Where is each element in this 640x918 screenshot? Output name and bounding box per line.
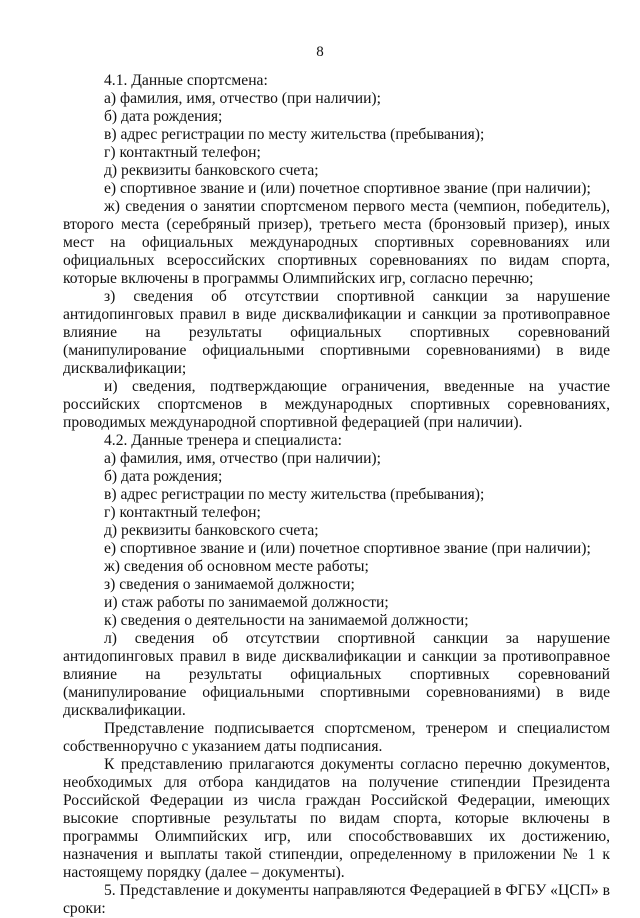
- list-item-athlete-d: д) реквизиты банковского счета;: [104, 162, 319, 179]
- list-item-coach-b: б) дата рождения;: [104, 468, 223, 485]
- list-item-coach-e: е) спортивное звание и (или) почетное спортивное звание (при наличии);: [104, 540, 591, 557]
- paragraph-5: 5. Представление и документы направляются Федерацией в ФГБУ «ЦСП» в сроки:: [63, 882, 610, 917]
- page-number: 8: [316, 44, 324, 60]
- paragraph-4-2-heading: 4.2. Данные тренера и специалиста:: [104, 432, 342, 449]
- list-item-coach-l: л) сведения об отсутствии спортивной санкции за нарушение антидопинговых правил в виде дисквалификации и санкции за противоправное влияние на результаты официальных спортивных соревнований (манипулирование официальными спортивными соревнованиями) в виде дисквалификации.: [63, 630, 610, 719]
- list-item-athlete-a: а) фамилия, имя, отчество (при наличии);: [104, 90, 381, 107]
- paragraph-4-1-heading: 4.1. Данные спортсмена:: [104, 72, 268, 89]
- list-item-coach-zh: ж) сведения об основном месте работы;: [104, 558, 369, 575]
- paragraph-attachments: К представлению прилагаются документы согласно перечню документов, необходимых для отбора кандидатов на получение стипендии Президента Российской Федерации из числа граждан Российской Федерации, имеющих высокие спортивные результаты по видам спорта, которые включены в программы Олимпийских игр, или способствовавших их достижению, назначения и выплаты такой стипендии, определенному в приложении № 1 к настоящему порядку (далее – документы).: [63, 756, 610, 881]
- paragraph-signature: Представление подписывается спортсменом, тренером и специалистом собственноручно с указанием даты подписания.: [63, 720, 610, 755]
- list-item-athlete-zh: ж) сведения о занятии спортсменом первого места (чемпион, победитель), второго места (серебряный призер), третьего места (бронзовый призер), иных мест на официальных международных спортивных соревнованиях или официальных всероссийских спортивных соревнованиях по видам спорта, которые включены в программы Олимпийских игр, согласно перечню;: [63, 198, 610, 287]
- list-item-athlete-g: г) контактный телефон;: [104, 144, 261, 161]
- list-item-coach-d: д) реквизиты банковского счета;: [104, 522, 319, 539]
- list-item-athlete-i: и) сведения, подтверждающие ограничения, введенные на участие российских спортсменов в международных спортивных соревнованиях, проводимых международной спортивной федерацией (при наличии).: [63, 378, 610, 431]
- document-body: [63, 72, 610, 918]
- list-item-coach-z: з) сведения о занимаемой должности;: [104, 576, 355, 593]
- list-item-coach-k: к) сведения о деятельности на занимаемой должности;: [104, 612, 469, 629]
- list-item-coach-a: а) фамилия, имя, отчество (при наличии);: [104, 450, 381, 467]
- list-item-coach-g: г) контактный телефон;: [104, 504, 261, 521]
- list-item-athlete-b: б) дата рождения;: [104, 108, 223, 125]
- list-item-athlete-z: з) сведения об отсутствии спортивной санкции за нарушение антидопинговых правил в виде дисквалификации и санкции за противоправное влияние на результаты официальных спортивных соревнований (манипулирование официальными спортивными соревнованиями) в виде дисквалификации;: [63, 288, 610, 377]
- list-item-coach-v: в) адрес регистрации по месту жительства (пребывания);: [104, 486, 485, 503]
- list-item-coach-i: и) стаж работы по занимаемой должности;: [104, 594, 389, 611]
- list-item-athlete-e: е) спортивное звание и (или) почетное спортивное звание (при наличии);: [104, 180, 591, 197]
- list-item-athlete-v: в) адрес регистрации по месту жительства (пребывания);: [104, 126, 485, 143]
